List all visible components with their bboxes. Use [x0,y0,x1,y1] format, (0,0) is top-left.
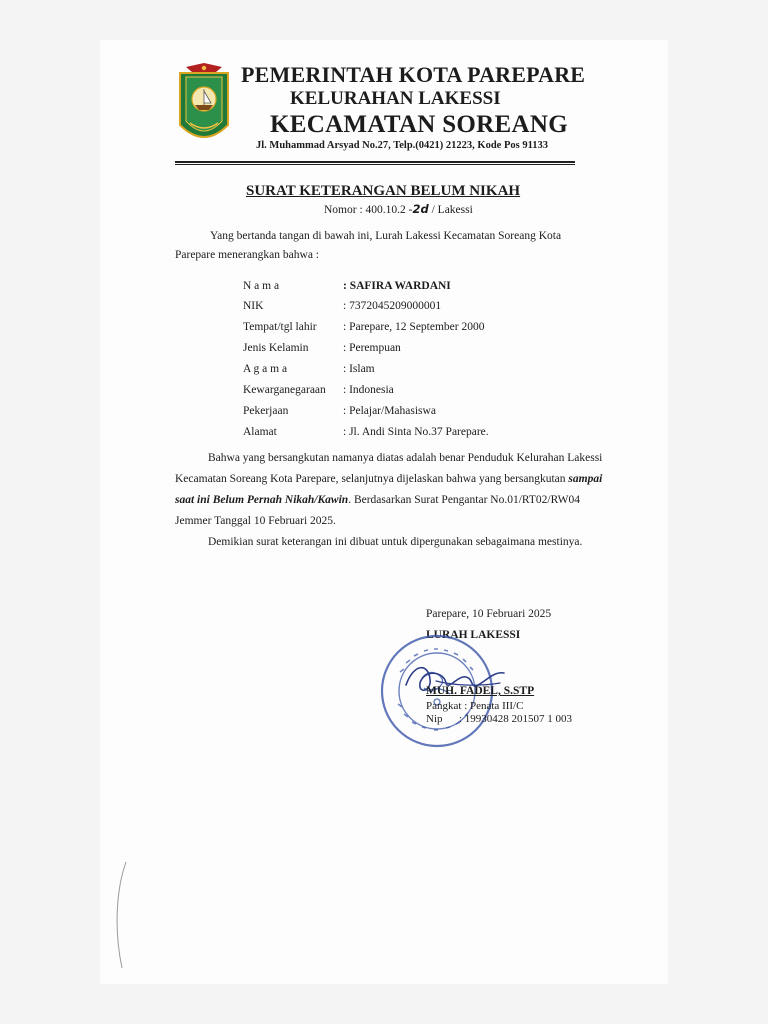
field-value-occupation: : Pelajar/Mahasiswa [343,405,436,417]
signatory-nip: Nip : 19930428 201507 1 003 [426,713,573,725]
signature-place-date: Parepare, 10 Februari 2025 [426,608,552,620]
body-line-3-text: . Berdasarkan Surat Pengantar No.01/RT02/RW04 [348,494,581,506]
field-value-nik: : 7372045209000001 [343,300,442,312]
letter-title: SURAT KETERANGAN BELUM NIKAH [246,183,521,199]
field-value-address: : Jl. Andi Sinta No.37 Parepare. [343,426,489,438]
closing-statement: Demikian surat keterangan ini dibuat untuk dipergunakan sebagaimana mestinya. [208,536,583,548]
header-address: Jl. Muhammad Arsyad No.27, Telp.(0421) 21223, Kode Pos 91133 [256,140,548,151]
field-label-occupation: Pekerjaan [243,405,289,417]
body-line-1: Bahwa yang bersangkutan namanya diatas adalah benar Penduduk Kelurahan Lakessi [208,452,603,464]
body-line-3 [175,490,580,511]
field-label-nama: N a m a [243,280,280,292]
paper-edge-shadow [110,860,130,970]
letter-number-suffix: / Lakessi [428,204,473,216]
signatory-name: MUH. FADEL, S.STP [426,685,535,697]
letter-number [324,202,473,216]
letter-number-handwritten: 2d [412,202,429,216]
header-kelurahan: KELURAHAN LAKESSI [290,88,501,109]
field-label-gender: Jenis Kelamin [243,342,309,354]
body-line-4: Jemmer Tanggal 10 Februari 2025. [175,515,336,527]
field-label-birth: Tempat/tgl lahir [243,321,317,333]
intro-line-1: Yang bertanda tangan di bawah ini, Lurah Lakessi Kecamatan Soreang Kota [210,230,562,242]
body-line-2-text: Kecamatan Soreang Kota Parepare, selanjutnya dijelaskan bahwa yang bersangkutan [175,473,566,485]
body-line-2 [175,469,602,490]
field-label-nik: NIK [243,300,264,312]
field-value-gender: : Perempuan [343,342,401,354]
field-value-religion: : Islam [343,363,375,375]
body-line-2-emphasis: sampai [568,473,603,485]
body-line-3-emphasis: saat ini Belum Pernah Nikah/Kawin [175,494,349,506]
letter-number-prefix: Nomor : 400.10.2 - [324,204,413,216]
signature-office: LURAH LAKESSI [426,629,521,641]
signatory-rank: Pangkat : Penata III/C [426,700,524,712]
field-value-nama: : SAFIRA WARDANI [343,280,451,292]
header-divider [175,161,575,163]
field-label-religion: A g a m a [243,363,288,375]
header-kecamatan: KECAMATAN SOREANG [270,111,568,138]
field-value-birth: : Parepare, 12 September 2000 [343,321,485,333]
field-label-address: Alamat [243,426,277,438]
header-government-name: PEMERINTAH KOTA PAREPARE [241,62,586,87]
field-value-nationality: : Indonesia [343,384,394,396]
header-divider-thin [175,164,575,165]
intro-line-2: Parepare menerangkan bahwa : [175,249,319,261]
city-emblem-logo [176,63,232,153]
field-label-nationality: Kewarganegaraan [243,384,326,396]
